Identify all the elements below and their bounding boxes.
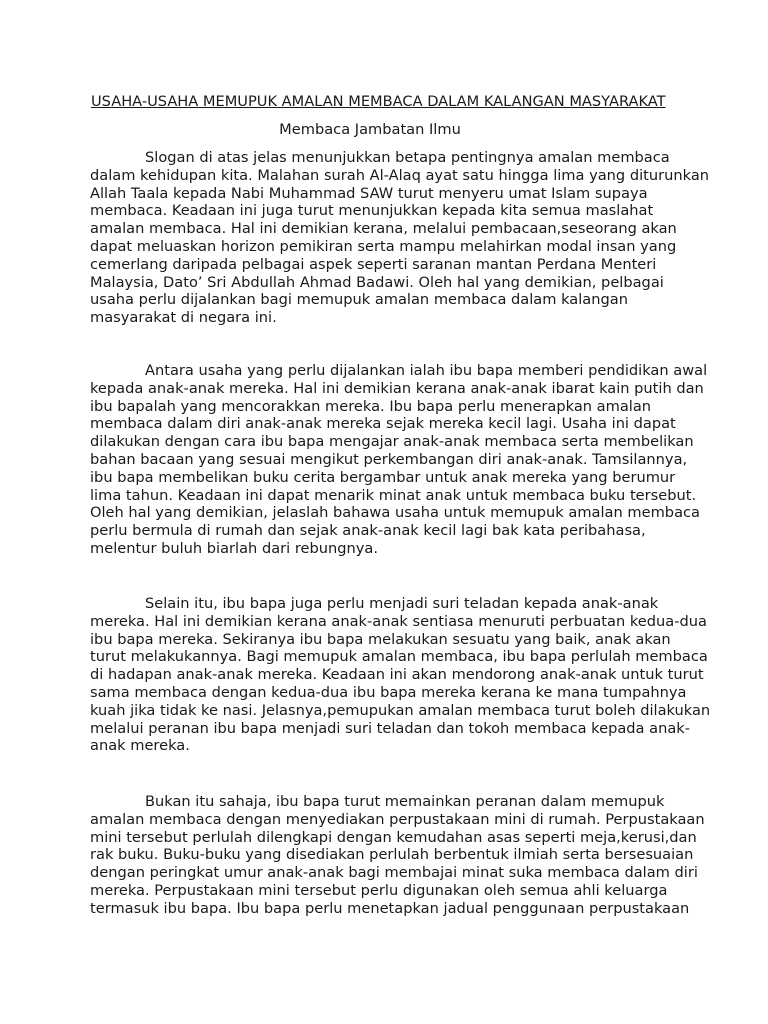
paragraph-line: perlu bermula di rumah dan sejak anak-anak kecil lagi bak kata peribahasa, [90,522,646,540]
paragraph [90,595,711,755]
paragraph-line: ibu bapalah yang mencorakkan mereka. Ibu bapa perlu menerapkan amalan [90,397,652,415]
paragraph-line: mereka. Hal ini demikian kerana anak-anak sentiasa menuruti perbuatan kedua-dua [90,612,707,630]
paragraph-line: ibu bapa membelikan buku cerita bergambar untuk anak mereka yang berumur [90,468,676,486]
paragraph-line: kuah jika tidak ke nasi. Jelasnya,pemupukan amalan membaca turut boleh dilakukan [90,701,711,719]
paragraph-line: kepada anak-anak mereka. Hal ini demikian kerana anak-anak ibarat kain putih dan [90,379,704,397]
paragraph-line: Bukan itu sahaja, ibu bapa turut memainkan peranan dalam memupuk [145,793,665,810]
paragraph-line: melentur buluh biarlah dari rebungnya. [90,539,378,557]
document-title: USAHA-USAHA MEMUPUK AMALAN MEMBACA DALAM KALANGAN MASYARAKAT [91,93,666,110]
paragraph-line: dengan peringkat umur anak-anak bagi membajai minat suka membaca dalam diri [90,864,698,882]
paragraph-line: dilakukan dengan cara ibu bapa mengajar anak-anak membaca serta membelikan [90,433,694,451]
paragraph-line: membaca. Keadaan ini juga turut menunjukkan kepada kita semua maslahat [90,202,654,220]
paragraph-line: sama membaca dengan kedua-dua ibu bapa mereka kerana ke mana tumpahnya [90,683,687,701]
paragraph-line: bahan bacaan yang sesuai mengikut perkembangan diri anak-anak. Tamsilannya, [90,450,688,468]
paragraph-line: amalan membaca. Hal ini demikian kerana, melalui pembacaan,seseorang akan [90,220,677,238]
paragraph [90,793,705,918]
paragraph-line: cemerlang daripada pelbagai aspek seperti saranan mantan Perdana Menteri [90,255,657,273]
paragraph-line: anak mereka. [90,737,190,755]
paragraph-line: Allah Taala kepada Nabi Muhammad SAW turut menyeru umat Islam supaya [90,184,648,202]
paragraph-line: membaca dalam diri anak-anak mereka sejak mereka kecil lagi. Usaha ini dapat [90,415,676,433]
paragraph-line: turut melakukannya. Bagi memupuk amalan membaca, ibu bapa perlulah membaca [90,648,708,666]
paragraph-line: dapat meluaskan horizon pemikiran serta mampu melahirkan modal insan yang [90,237,677,255]
paragraph-line: Antara usaha yang perlu dijalankan ialah ibu bapa memberi pendidikan awal [145,362,708,379]
paragraph-line: mereka. Perpustakaan mini tersebut perlu digunakan oleh semua ahli keluarga [90,881,668,899]
paragraph-line: termasuk ibu bapa. Ibu bapa perlu menetapkan jadual penggunaan perpustakaan [90,899,690,917]
paragraph-line: ibu bapa mereka. Sekiranya ibu bapa melakukan sesuatu yang baik, anak akan [90,630,671,648]
paragraph-line: Oleh hal yang demikian, jelaslah bahawa usaha untuk memupuk amalan membaca [90,504,700,522]
paragraph-line: masyarakat di negara ini. [90,309,277,327]
paragraph [90,362,708,558]
paragraph-line: melalui peranan ibu bapa menjadi suri teladan dan tokoh membaca kepada anak- [90,719,690,737]
paragraph-line: rak buku. Buku-buku yang disediakan perlulah berbentuk ilmiah serta bersesuaian [90,846,694,864]
paragraph [90,149,710,327]
document-subtitle: Membaca Jambatan Ilmu [279,121,461,138]
paragraph-line: di hadapan anak-anak mereka. Keadaan ini akan mendorong anak-anak untuk turut [90,666,704,684]
paragraph-line: usaha perlu dijalankan bagi memupuk amalan membaca dalam kalangan [90,291,628,309]
paragraph-line: Slogan di atas jelas menunjukkan betapa pentingnya amalan membaca [145,149,670,166]
paragraph-line: lima tahun. Keadaan ini dapat menarik minat anak untuk membaca buku tersebut. [90,486,697,504]
paragraph-line: dalam kehidupan kita. Malahan surah Al-Alaq ayat satu hingga lima yang diturunkan [90,166,710,184]
paragraph-line: Malaysia, Dato’ Sri Abdullah Ahmad Badawi. Oleh hal yang demikian, pelbagai [90,273,664,291]
paragraph-line: Selain itu, ibu bapa juga perlu menjadi suri teladan kepada anak-anak [145,595,659,612]
paragraph-line: mini tersebut perlulah dilengkapi dengan kemudahan asas seperti meja,kerusi,dan [90,828,697,846]
paragraph-line: amalan membaca dengan menyediakan perpustakaan mini di rumah. Perpustakaan [90,810,705,828]
